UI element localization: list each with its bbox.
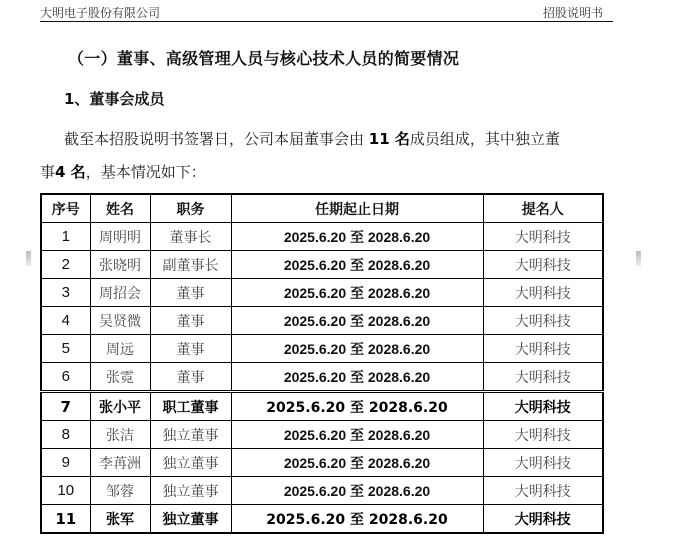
- table-row: [41, 251, 603, 279]
- page-edge-marker-right: [636, 251, 641, 266]
- cell-nominator: 大明科技: [483, 223, 603, 251]
- cell-term: 2025.6.20 至 2028.6.20: [231, 279, 483, 307]
- cell-role: 独立董事: [150, 505, 231, 534]
- cell-term: 2025.6.20 至 2028.6.20: [231, 335, 483, 363]
- cell-name: 张晓明: [90, 251, 150, 279]
- cell-role: 董事长: [150, 223, 231, 251]
- table-header-row: [41, 194, 603, 223]
- cell-no: 4: [41, 307, 90, 335]
- subsection-title: 1、董事会成员: [64, 90, 165, 108]
- cell-no: 5: [41, 335, 90, 363]
- intro-text: 截至本招股说明书签署日，公司本届董事会由: [64, 130, 369, 148]
- cell-term: 2025.6.20 至 2028.6.20: [231, 477, 483, 505]
- table-row: [41, 335, 603, 363]
- independent-director-count: 4 名: [55, 163, 86, 181]
- cell-nominator: 大明科技: [483, 279, 603, 307]
- cell-role: 职工董事: [150, 392, 231, 421]
- intro-text: ，基本情况如下：: [85, 163, 206, 181]
- column-header-no: 序号: [41, 194, 90, 223]
- cell-no: 1: [41, 223, 90, 251]
- table-row: [41, 421, 603, 449]
- cell-nominator: 大明科技: [483, 449, 603, 477]
- cell-term: 2025.6.20 至 2028.6.20: [231, 392, 483, 421]
- page-edge-marker-left: [26, 251, 31, 266]
- table-row: [41, 363, 603, 392]
- table-row: [41, 449, 603, 477]
- cell-term: 2025.6.20 至 2028.6.20: [231, 223, 483, 251]
- column-header-name: 姓名: [90, 194, 150, 223]
- cell-role: 副董事长: [150, 251, 231, 279]
- cell-role: 董事: [150, 363, 231, 392]
- cell-role: 董事: [150, 335, 231, 363]
- cell-no: 8: [41, 421, 90, 449]
- cell-role: 独立董事: [150, 449, 231, 477]
- cell-name: 邹蓉: [90, 477, 150, 505]
- cell-term: 2025.6.20 至 2028.6.20: [231, 421, 483, 449]
- cell-name: 吴贤微: [90, 307, 150, 335]
- column-header-nominator: 提名人: [483, 194, 603, 223]
- intro-text: 事: [40, 163, 56, 181]
- cell-role: 董事: [150, 307, 231, 335]
- cell-name: 周远: [90, 335, 150, 363]
- table-row: [41, 279, 603, 307]
- cell-role: 独立董事: [150, 477, 231, 505]
- column-header-role: 职务: [150, 194, 231, 223]
- cell-no: 10: [41, 477, 90, 505]
- cell-role: 董事: [150, 279, 231, 307]
- header-divider: [40, 21, 613, 22]
- cell-name: 张小平: [90, 392, 150, 421]
- cell-term: 2025.6.20 至 2028.6.20: [231, 449, 483, 477]
- cell-name: 李苒洲: [90, 449, 150, 477]
- table-row: [41, 505, 603, 534]
- cell-name: 张军: [90, 505, 150, 534]
- cell-term: 2025.6.20 至 2028.6.20: [231, 251, 483, 279]
- cell-no: 7: [41, 392, 90, 421]
- section-title: （一）董事、高级管理人员与核心技术人员的简要情况: [68, 49, 460, 68]
- cell-term: 2025.6.20 至 2028.6.20: [231, 307, 483, 335]
- cell-name: 张洁: [90, 421, 150, 449]
- cell-term: 2025.6.20 至 2028.6.20: [231, 363, 483, 392]
- table-row: [41, 307, 603, 335]
- cell-no: 2: [41, 251, 90, 279]
- cell-nominator: 大明科技: [483, 363, 603, 392]
- cell-name: 张霓: [90, 363, 150, 392]
- cell-role: 独立董事: [150, 421, 231, 449]
- intro-paragraph-line1: [64, 128, 560, 149]
- table-row: [41, 223, 603, 251]
- column-header-term: 任期起止日期: [231, 194, 483, 223]
- cell-name: 周招会: [90, 279, 150, 307]
- cell-no: 6: [41, 363, 90, 392]
- total-member-count: 11 名: [368, 130, 410, 148]
- cell-no: 11: [41, 505, 90, 534]
- header-document-type: 招股说明书: [543, 6, 604, 20]
- cell-nominator: 大明科技: [483, 251, 603, 279]
- cell-nominator: 大明科技: [483, 392, 603, 421]
- cell-name: 周明明: [90, 223, 150, 251]
- intro-text: 成员组成，其中独立董: [409, 130, 560, 148]
- cell-nominator: 大明科技: [483, 307, 603, 335]
- cell-no: 9: [41, 449, 90, 477]
- table-row: [41, 477, 603, 505]
- cell-nominator: 大明科技: [483, 421, 603, 449]
- cell-nominator: 大明科技: [483, 505, 603, 534]
- cell-nominator: 大明科技: [483, 477, 603, 505]
- header-company-name: 大明电子股份有限公司: [40, 6, 161, 20]
- intro-paragraph-line2: [40, 161, 206, 182]
- board-members-table: [40, 193, 604, 534]
- cell-no: 3: [41, 279, 90, 307]
- cell-nominator: 大明科技: [483, 335, 603, 363]
- cell-term: 2025.6.20 至 2028.6.20: [231, 505, 483, 534]
- table-row: [41, 392, 603, 421]
